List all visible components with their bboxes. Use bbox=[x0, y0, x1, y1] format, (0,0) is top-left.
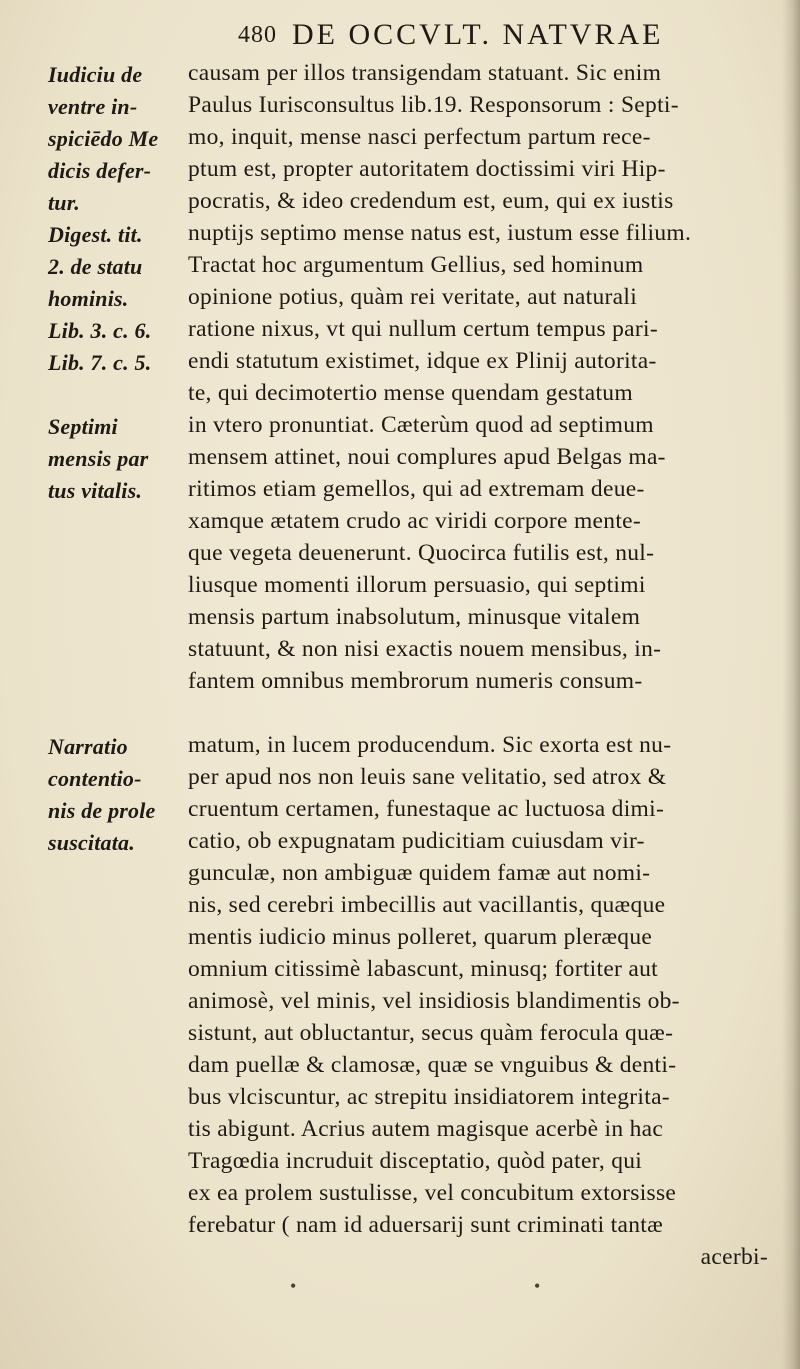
margin-note: Digest. tit. bbox=[48, 222, 143, 247]
margin-note: tus vitalis. bbox=[48, 478, 143, 503]
body-line: in vtero pronuntiat. Cæterùm quod ad septimum bbox=[188, 412, 654, 438]
page-header bbox=[0, 18, 800, 58]
margin-note: Lib. 3. c. 6. bbox=[48, 318, 152, 343]
body-line: pocratis, & ideo credendum est, eum, qui ex iustis bbox=[188, 188, 674, 214]
running-head: DE OCCVLT. NATVRAE bbox=[292, 18, 664, 51]
body-line: nuptijs septimo mense natus est, iustum esse filium. bbox=[188, 220, 692, 246]
body-line: Tractat hoc argumentum Gellius, sed hominum bbox=[188, 252, 644, 278]
body-line: cruentum certamen, funestaque ac luctuosa dimi- bbox=[188, 796, 665, 822]
body-line: tis abigunt. Acrius autem magisque acerbè in hac bbox=[188, 1116, 664, 1142]
margin-note: mensis par bbox=[48, 446, 149, 471]
margin-note: 2. de statu bbox=[48, 254, 143, 279]
margin-note: Iudiciu de bbox=[48, 62, 143, 87]
body-line: te, qui decimotertio mense quendam gestatum bbox=[188, 380, 633, 406]
ink-speck: • bbox=[534, 1276, 541, 1296]
body-line: Tragœdia incruduit disceptatio, quòd pater, qui bbox=[188, 1148, 643, 1174]
body-line: sistunt, aut obluctantur, secus quàm ferocula quæ- bbox=[188, 1020, 674, 1046]
body-line: animosè, vel minis, vel insidiosis blandimentis ob- bbox=[188, 988, 680, 1014]
margin-note: contentio- bbox=[48, 766, 142, 791]
body-line: nis, sed cerebri imbecillis aut vacillantis, quæque bbox=[188, 892, 666, 918]
body-line: que vegeta deuenerunt. Quocirca futilis est, nul- bbox=[188, 540, 655, 566]
body-line: bus vlciscuntur, ac strepitu insidiatorem integrita- bbox=[188, 1084, 670, 1110]
body-line: matum, in lucem producendum. Sic exorta est nu- bbox=[188, 732, 672, 758]
body-line: dam puellæ & clamosæ, quæ se vnguibus & denti- bbox=[188, 1052, 677, 1078]
body-line: omnium citissimè labascunt, minusq; fortiter aut bbox=[188, 956, 658, 982]
margin-note: spiciēdo Me bbox=[48, 126, 159, 151]
body-line: per apud nos non leuis sane velitatio, sed atrox & bbox=[188, 764, 667, 790]
margin-note: nis de prole bbox=[48, 798, 156, 823]
margin-note: Lib. 7. c. 5. bbox=[48, 350, 152, 375]
body-line: Paulus Iurisconsultus lib.19. Responsorum : Septi- bbox=[188, 92, 679, 118]
body-line: xamque ætatem crudo ac viridi corpore mente- bbox=[188, 508, 641, 534]
body-line: mentis iudicio minus polleret, quarum pleræque bbox=[188, 924, 653, 950]
body-line: statuunt, & non nisi exactis nouem mensibus, in- bbox=[188, 636, 662, 662]
body-line: opinione potius, quàm rei veritate, aut naturali bbox=[188, 284, 638, 310]
body-line: liusque momenti illorum persuasio, qui septimi bbox=[188, 572, 646, 598]
body-line: mensem attinet, noui complures apud Belgas ma- bbox=[188, 444, 666, 470]
body-line: catio, ob expugnatam pudicitiam cuiusdam vir- bbox=[188, 828, 645, 854]
body-line: fantem omnibus membrorum numeris consum- bbox=[188, 668, 643, 694]
body-line: gunculæ, non ambiguæ quidem famæ aut nomi- bbox=[188, 860, 651, 886]
page-number: 480 bbox=[238, 22, 277, 48]
margin-note: ventre in- bbox=[48, 94, 138, 119]
margin-note: tur. bbox=[48, 190, 80, 215]
body-line: ex ea prolem sustulisse, vel concubitum extorsisse bbox=[188, 1180, 677, 1206]
body-line: ritimos etiam gemellos, qui ad extremam deue- bbox=[188, 476, 645, 502]
margin-note: Narratio bbox=[48, 734, 128, 759]
catchword: acerbi- bbox=[700, 1244, 768, 1270]
margin-note: Septimi bbox=[48, 414, 118, 439]
ink-speck: • bbox=[290, 1276, 297, 1296]
body-line: endi statutum existimet, idque ex Plinij autorita- bbox=[188, 348, 657, 374]
body-line: causam per illos transigendam statuant. Sic enim bbox=[188, 60, 662, 86]
body-line: ptum est, propter autoritatem doctissimi viri Hip- bbox=[188, 156, 666, 182]
margin-note: dicis defer- bbox=[48, 158, 152, 183]
body-line: ferebatur ( nam id aduersarij sunt criminati tantæ bbox=[188, 1212, 664, 1238]
page-gutter-shadow bbox=[782, 0, 800, 1369]
body-line: mo, inquit, mense nasci perfectum partum rece- bbox=[188, 124, 651, 150]
margin-note: hominis. bbox=[48, 286, 129, 311]
margin-note: suscitata. bbox=[48, 830, 135, 855]
body-line: ratione nixus, vt qui nullum certum tempus pari- bbox=[188, 316, 658, 342]
body-line: mensis partum inabsolutum, minusque vitalem bbox=[188, 604, 641, 630]
